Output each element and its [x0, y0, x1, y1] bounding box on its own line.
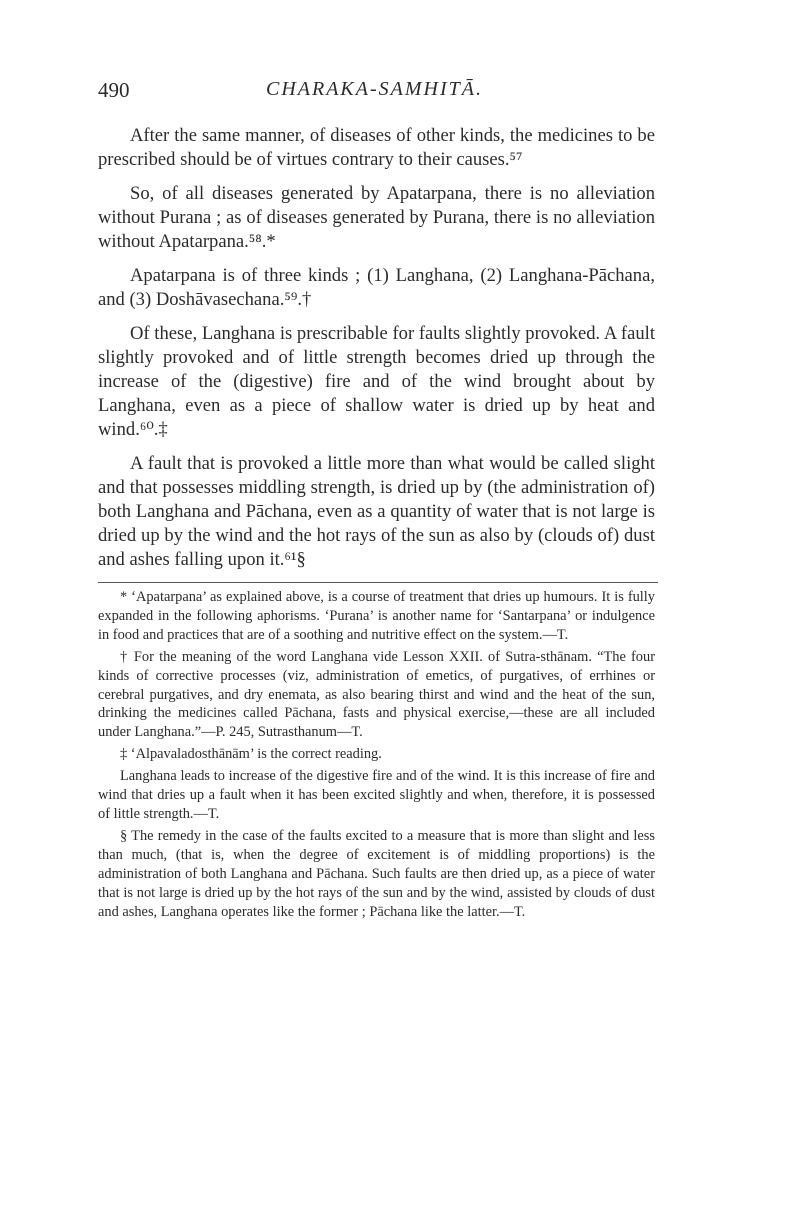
main-text: [98, 124, 655, 582]
paragraph-4: Of these, Langhana is prescribable for faults slightly provoked. A fault slightly provoked and of little strength becomes dried up through the increase of the (digestive) fire and of the wind brought about by Langhana, even as a piece of shallow water is dried up by heat and wind.⁶⁰.‡: [98, 323, 655, 440]
paragraph-2: So, of all diseases generated by Apatarpana, there is no alleviation without Purana ; as of diseases generated by Purana, there is no alleviation without Apatarpana.⁵⁸.*: [98, 183, 655, 252]
footnotes: [98, 588, 655, 921]
page-header: [98, 78, 658, 108]
footnote-langhana-note: Langhana leads to increase of the digestive fire and of the wind. It is this increase of fire and wind that dries up a fault when it has been excited slightly and when, therefore, it is possessed of little strength.—T.: [98, 768, 655, 822]
running-title: CHARAKA-SAMHITĀ.: [266, 78, 483, 100]
footnote-section: § The remedy in the case of the faults excited to a measure that is more than slight and less than much, (that is, when the degree of excitement is of middling proportions) is the administration of both Langhana and Pāchana. Such faults are then dried up, as a piece of water that is not large is dried up by the hot rays of the sun and by the wind, assisted by clouds of dust and ashes, Langhana operates like the former ; Pāchana like the latter.—T.: [98, 827, 655, 920]
page-number: 490: [98, 78, 130, 102]
footnote-dagger: † For the meaning of the word Langhana vide Lesson XXII. of Sutra-sthānam. “The four kinds of corrective processes (viz, administration of emetics, of purgatives, of errhines or cerebral purgatives, and dry enemata, as also bearing thirst and wind and the heat of the sun, drinking the medicines called Pāchana, fasts and physical exercise,—these are all included under Langhana.”—P. 245, Sutrasthanum—T.: [98, 648, 655, 741]
paragraph-5: A fault that is provoked a little more than what would be called slight and that possesses middling strength, is dried up by (the administration of) both Langhana and Pāchana, even as a quantity of water that is not large is dried up by the wind and the hot rays of the sun as also by (clouds of) dust and ashes falling upon it.⁶¹§: [98, 453, 655, 570]
paragraph-3: Apatarpana is of three kinds ; (1) Langhana, (2) Langhana-Pāchana, and (3) Doshāvasechana.⁵⁹.†: [98, 265, 655, 310]
footnote-double-dagger: ‡ ‘Alpavaladosthānām’ is the correct reading.: [120, 746, 382, 763]
paragraph-1: After the same manner, of diseases of other kinds, the medicines to be prescribed should be of virtues contrary to their causes.⁵⁷: [98, 125, 655, 170]
footnote-asterisk: * ‘Apatarpana’ as explained above, is a course of treatment that dries up humours. It is fully expanded in the following aphorisms. ‘Purana’ is another name for ‘Santarpana’ or indulgence in food and practices that are of a soothing and nutritive effect on the system.—T.: [98, 589, 655, 643]
footnote-divider: [98, 582, 658, 583]
